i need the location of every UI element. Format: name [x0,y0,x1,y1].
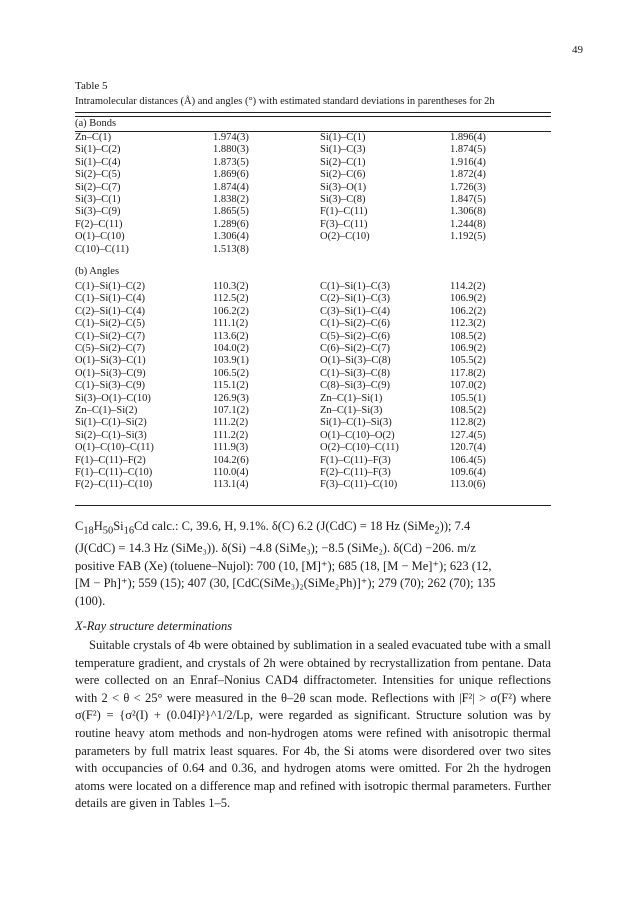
table-atoms: F(2)–C(11)–F(3) [320,467,391,478]
table-atoms: C(1)–Si(3)–C(8) [320,367,390,379]
angle-row [0,430,629,442]
bond-row [0,231,629,243]
table-value: 107.1(2) [213,405,249,416]
table-atoms: C(2)–Si(1)–C(3) [320,293,390,305]
angles-heading: (b) Angles [75,266,120,277]
table-value: 105.5(1) [450,392,486,404]
xray-heading: X-Ray structure determinations [75,619,233,633]
page-number: 49 [572,44,583,56]
table-value: 112.5(2) [213,293,249,305]
table-value: 112.3(2) [450,318,486,330]
table-atoms: Zn–C(1) [75,132,112,143]
table-value: 105.5(2) [450,355,486,367]
table-value: 110.3(2) [213,281,249,292]
table-atoms: C(1)–Si(2)–C(6) [320,318,390,330]
formula-c-count: 18 [83,525,94,537]
table-value: 104.2(6) [213,454,249,466]
table-atoms: C(1)–Si(1)–C(4) [75,293,145,305]
table-value: 1.192(5) [450,231,486,243]
bond-row [0,244,629,256]
table-value: 1.896(4) [450,132,486,143]
analysis-line4: [M − Ph]⁺); 559 (15); 407 (30, [CdC(SiMe₃)₂(SiMe₂Ph)]⁺); 279 (70); 262 (70); 135 [75,576,496,591]
table-atoms: Zn–C(1)–Si(3) [320,405,383,416]
bond-row [0,144,629,156]
bond-row [0,219,629,231]
table-atoms: C(1)–Si(1)–C(2) [75,281,145,292]
table-value: 113.6(2) [213,330,249,342]
bond-row [0,157,629,169]
formula-h-count: 50 [102,525,114,537]
table-atoms: O(1)–Si(3)–C(1) [75,355,146,367]
table-value: 104.0(2) [213,343,249,354]
formula-si-count: 16 [123,525,135,537]
table-atoms: C(10)–C(11) [75,243,129,255]
table-atoms: C(1)–Si(3)–C(9) [75,380,145,392]
table-atoms: F(3)–C(11)–C(10) [320,479,398,491]
angle-row [0,318,629,330]
table-value: 1.869(6) [213,169,249,181]
table-value: 108.5(2) [450,405,486,416]
table-value: 1.513(8) [213,243,249,255]
table-value: 1.306(8) [450,206,486,218]
table-atoms: Si(2)–C(1) [320,156,366,168]
table-value: 114.2(2) [450,281,486,292]
angle-row [0,393,629,405]
table-value: 106.9(2) [450,343,486,354]
table-atoms: F(2)–C(11)–C(10) [75,479,153,491]
formula-rest: Cd calc.: C, 39.6, H, 9.1%. δ(C) 6.2 (J(CdC) = 18 Hz (SiMe [134,519,435,533]
xray-body: Suitable crystals of 4b were obtained by sublimation in a sealed evacuated tube with a small temperature gradient, and crystals of 2h were obtained by recrystallization from pentane. Data were collected on an Enraf–Nonius CAD4 diffractometer. Intensities for unique reflections with 2 < θ < 25° were measured in the θ–2θ scan mode. Reflections with |F²| > σ(F²) where σ(F²) = {σ²(I) + (0.04I)²}^1/2/Lp, were regarded as significant. Structure solution was by routine heavy atom methods and non-hydrogen atoms were refined with anisotropic thermal parameters by full matrix least squares. For 4b, the Si atoms were disordered over two sites with occupancies of 0.64 and 0.36, and hydrogen atoms were omitted. For 2h the hydrogen atoms were located on a difference map and refined with isotropic thermal parameters. Further details are given in Tables 1–5. [75,638,551,811]
angle-row [0,306,629,318]
table-atoms: O(1)–C(10)–C(11) [75,442,154,454]
angle-row [0,331,629,343]
angle-row [0,467,629,479]
analysis-line2: (J(CdC) = 14.3 Hz (SiMe₃)). δ(Si) −4.8 (SiMe₃); −8.5 (SiMe₂). δ(Cd) −206. m/z [75,541,476,556]
table-atoms: F(1)–C(11) [320,206,368,218]
table-value: 126.9(3) [213,392,249,404]
table-atoms: O(1)–Si(3)–C(8) [320,355,391,367]
table-atoms: Si(3)–C(8) [320,194,366,205]
table-value: 110.0(4) [213,467,249,478]
table-atoms: C(6)–Si(2)–C(7) [320,343,390,354]
bonds-heading: (a) Bonds [75,118,117,129]
table-atoms: Si(2)–C(7) [75,181,121,193]
table-value: 113.1(4) [213,479,249,491]
table-value: 109.6(4) [450,467,486,478]
table-atoms: Si(1)–C(1) [320,132,366,143]
angle-row [0,293,629,305]
bond-row [0,169,629,181]
angle-row [0,417,629,429]
table-atoms: Si(3)–C(1) [75,194,121,205]
angle-row [0,455,629,467]
table-value: 115.1(2) [213,380,249,392]
table-value: 106.5(2) [213,367,249,379]
table-value: 111.9(3) [213,442,249,454]
table-atoms: C(1)–Si(2)–C(5) [75,318,145,330]
analysis-line5: (100). [75,593,106,608]
table-value: 1.289(6) [213,218,249,230]
table-value: 1.306(4) [213,231,249,243]
table-value: 108.5(2) [450,330,486,342]
table-value: 1.838(2) [213,194,249,205]
table-atoms: Si(2)–C(1)–Si(3) [75,429,147,441]
table-atoms: Si(3)–O(1)–C(10) [75,392,151,404]
table-atoms: Si(1)–C(1)–Si(2) [75,417,147,429]
table-value: 106.4(5) [450,454,486,466]
table-value: 1.874(4) [213,181,249,193]
table-bottom-rule [75,505,551,506]
table-atoms: C(3)–Si(1)–C(4) [320,305,390,317]
table-caption: Intramolecular distances (Å) and angles (°) with estimated standard deviations in parentheses for 2h [75,96,495,107]
table-atoms: O(1)–C(10) [75,231,125,243]
table-atoms: O(1)–C(10)–O(2) [320,429,395,441]
angle-row [0,405,629,417]
table-atoms: F(3)–C(11) [320,218,368,230]
table-atoms: Si(1)–C(2) [75,144,121,156]
table-atoms: Si(1)–C(3) [320,144,366,156]
formula-si: Si [113,519,124,533]
analysis-line3: positive FAB (Xe) (toluene–Nujol): 700 (10, [M]⁺); 685 (18, [M − Me]⁺); 623 (12, [75,558,492,573]
angle-row [0,343,629,355]
table-top-rule [75,112,551,113]
table-atoms: F(1)–C(11)–F(2) [75,454,146,466]
table-atoms: C(8)–Si(3)–C(9) [320,380,390,392]
table-value: 113.0(6) [450,479,486,491]
table-atoms: C(2)–Si(1)–C(4) [75,305,145,317]
table-value: 1.873(5) [213,156,249,168]
bond-row [0,194,629,206]
table-value: 1.244(8) [450,218,486,230]
table-value: 112.8(2) [450,417,486,429]
angle-row [0,479,629,491]
table-value: 1.847(5) [450,194,486,205]
table-atoms: F(1)–C(11)–F(3) [320,454,391,466]
analysis-line1-tail: )); 7.4 [439,519,471,533]
table-value: 117.8(2) [450,367,486,379]
angle-row [0,281,629,293]
bond-row [0,206,629,218]
table-atoms: F(1)–C(11)–C(10) [75,467,153,478]
table-atoms: Si(1)–C(1)–Si(3) [320,417,392,429]
table-atoms: C(5)–Si(2)–C(6) [320,330,390,342]
angle-row [0,368,629,380]
table-value: 1.726(3) [450,181,486,193]
table-atoms: Si(1)–C(4) [75,156,121,168]
xray-paragraph [75,637,551,813]
formula-c: C [75,519,84,533]
table-top-rule-2 [75,116,551,117]
table-value: 106.9(2) [450,293,486,305]
angle-row [0,442,629,454]
bond-row [0,132,629,144]
bond-row [0,182,629,194]
table-atoms: O(2)–C(10) [320,231,370,243]
table-atoms: Si(3)–O(1) [320,181,367,193]
table-atoms: Si(2)–C(6) [320,169,366,181]
table-value: 103.9(1) [213,355,249,367]
table-value: 106.2(2) [213,305,249,317]
table-value: 127.4(5) [450,429,486,441]
table-value: 1.872(4) [450,169,486,181]
table-atoms: Si(2)–C(5) [75,169,121,181]
table-atoms: F(2)–C(11) [75,218,123,230]
table-value: 1.865(5) [213,206,249,218]
table-value: 1.880(3) [213,144,249,156]
table-value: 111.2(2) [213,429,249,441]
table-value: 1.874(5) [450,144,486,156]
table-atoms: Si(3)–C(9) [75,206,121,218]
formula-h: H [93,519,103,533]
table-atoms: Zn–C(1)–Si(2) [75,405,138,416]
table-value: 1.916(4) [450,156,486,168]
table-atoms: O(2)–C(10)–C(11) [320,442,399,454]
table-value: 111.2(2) [213,417,249,429]
table-value: 111.1(2) [213,318,249,330]
angle-row [0,355,629,367]
table-atoms: O(1)–Si(3)–C(9) [75,367,146,379]
table-value: 106.2(2) [450,305,486,317]
table-label: Table 5 [75,80,108,92]
table-value: 120.7(4) [450,442,486,454]
analysis-paragraph: $C_{18}H_{50}Si_{16}Cd$ calc.: C, 39.6, H, 9.1%. δ(C) 6.2 (J(CdC) = 18 Hz (SiMe$_2$)); 7.4 (J(CdC) = 14.3 Hz (SiMe₃)). δ(Si) −4.8 (SiMe₃); −8.5 (SiMe₂). δ(Cd) −206. m/z positive FAB (Xe) (toluene–Nujol): 700 (10, [M]⁺); 685 (18, [M − Me]⁺); 623 (12, [M − Ph]⁺); 559 (15); 407 (30, [CdC(SiMe₃)₂(SiMe₂Ph)]⁺); 279 (70); 262 (70); 135 (100). [75,518,551,610]
angle-row [0,380,629,392]
table-atoms: C(1)–Si(1)–C(3) [320,281,390,292]
table-atoms: C(1)–Si(2)–C(7) [75,330,145,342]
table-value: 1.974(3) [213,132,249,143]
table-atoms: C(5)–Si(2)–C(7) [75,343,145,354]
table-value: 107.0(2) [450,380,486,392]
table-atoms: Zn–C(1)–Si(1) [320,392,383,404]
